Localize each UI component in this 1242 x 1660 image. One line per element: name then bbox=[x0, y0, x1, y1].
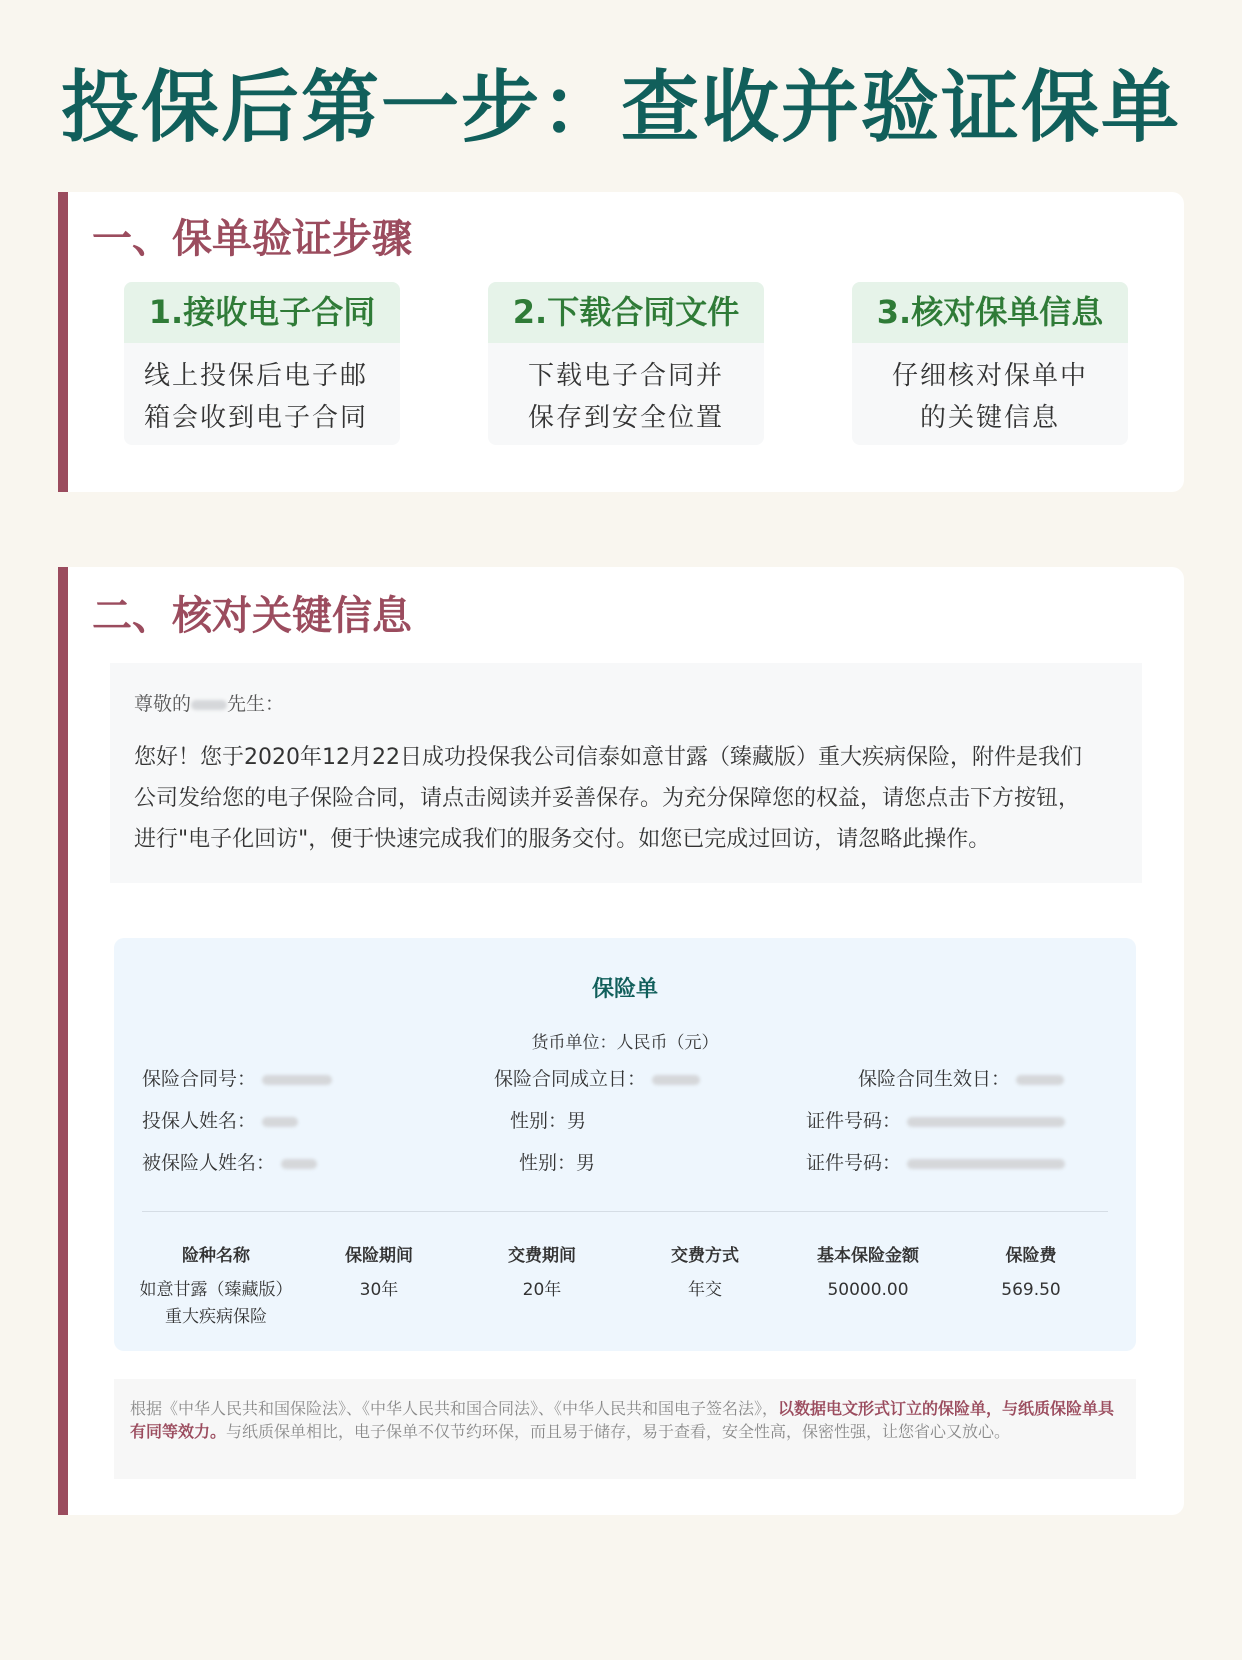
established-date-field bbox=[494, 1066, 700, 1092]
greeting-suffix: 先生： bbox=[227, 693, 285, 715]
step-line: 的关键信息 bbox=[919, 403, 1060, 433]
blurred-value bbox=[281, 1159, 317, 1169]
blurred-value bbox=[262, 1075, 332, 1085]
product-line: 重大疾病保险 bbox=[165, 1307, 267, 1327]
blurred-name bbox=[191, 700, 227, 710]
blurred-value bbox=[262, 1117, 298, 1127]
table-cell-pay-period: 20年 bbox=[522, 1280, 562, 1300]
field-label: 证件号码： bbox=[806, 1152, 902, 1174]
step-description bbox=[852, 343, 1128, 439]
letter-line: 您好！您于2020年12月22日成功投保我公司信泰如意甘露（臻藏版）重大疾病保险，附件是我们 bbox=[134, 745, 1082, 770]
field-label: 保险合同生效日： bbox=[858, 1068, 1011, 1090]
table-header: 交费方式 bbox=[671, 1246, 739, 1266]
insurance-policy bbox=[114, 938, 1136, 1351]
blurred-value bbox=[907, 1117, 1065, 1127]
step-check-policy bbox=[852, 282, 1128, 445]
letter-line: 公司发给您的电子保险合同，请点击阅读并妥善保存。为充分保障您的权益，请您点击下方按钮， bbox=[134, 786, 1081, 811]
table-header: 基本保险金额 bbox=[817, 1246, 919, 1266]
applicant-gender-field: 性别：男 bbox=[510, 1110, 587, 1132]
step-line: 线上投保后电子邮 bbox=[144, 361, 369, 391]
applicant-id-field bbox=[806, 1108, 1065, 1134]
blurred-value bbox=[652, 1075, 700, 1085]
letter-line: 进行"电子化回访"，便于快速完成我们的服务交付。如您已完成过回访，请忽略此操作。 bbox=[134, 827, 991, 852]
legal-note bbox=[114, 1379, 1136, 1479]
field-label: 被保险人姓名： bbox=[142, 1152, 276, 1174]
table-cell-premium: 569.50 bbox=[1001, 1280, 1061, 1300]
table-header: 保险费 bbox=[1005, 1246, 1057, 1266]
contract-number-field bbox=[142, 1066, 332, 1092]
table-cell-amount: 50000.00 bbox=[827, 1280, 909, 1300]
table-header: 交费期间 bbox=[508, 1246, 576, 1266]
step-download-contract bbox=[488, 282, 764, 445]
table-cell-pay-method: 年交 bbox=[688, 1280, 722, 1300]
step-receive-contract bbox=[124, 282, 400, 445]
step-line: 仔细核对保单中 bbox=[891, 361, 1088, 391]
field-label: 投保人姓名： bbox=[142, 1110, 257, 1132]
applicant-name-field bbox=[142, 1108, 298, 1134]
insured-name-field bbox=[142, 1150, 317, 1176]
table-header: 险种名称 bbox=[182, 1246, 250, 1266]
step-line: 下载电子合同并 bbox=[527, 361, 724, 391]
insured-id-field bbox=[806, 1150, 1065, 1176]
greeting-prefix: 尊敬的 bbox=[134, 693, 192, 715]
section-heading-key-info: 二、核对关键信息 bbox=[92, 593, 412, 639]
policy-title: 保险单 bbox=[591, 977, 658, 1002]
step-description bbox=[488, 343, 764, 439]
page-title: 投保后第一步：查收并验证保单 bbox=[60, 63, 1181, 153]
section-heading-steps: 一、保单验证步骤 bbox=[92, 216, 412, 262]
letter-body bbox=[134, 737, 1118, 860]
table-header: 保险期间 bbox=[345, 1246, 413, 1266]
step-line: 箱会收到电子合同 bbox=[144, 403, 369, 433]
currency-unit: 货币单位：人民币（元） bbox=[531, 1033, 719, 1053]
step-title: 1.接收电子合同 bbox=[124, 282, 400, 343]
note-text: 根据《中华人民共和国保险法》、《中华人民共和国合同法》、《中华人民共和国电子签名法》， bbox=[130, 1399, 779, 1418]
effective-date-field bbox=[858, 1066, 1064, 1092]
step-title: 2.下载合同文件 bbox=[488, 282, 764, 343]
step-description bbox=[124, 343, 400, 439]
note-text: 与纸质保单相比，电子保单不仅节约环保，而且易于储存，易于查看，安全性高，保密性强，让您省心又放心。 bbox=[226, 1422, 1011, 1441]
letter-greeting bbox=[134, 689, 1118, 719]
policy-divider bbox=[142, 1211, 1108, 1212]
step-title: 3.核对保单信息 bbox=[852, 282, 1128, 343]
table-cell-product bbox=[136, 1277, 296, 1331]
insured-gender-field: 性别：男 bbox=[519, 1152, 596, 1174]
field-label: 保险合同号： bbox=[142, 1068, 257, 1090]
table-cell-period: 30年 bbox=[359, 1280, 399, 1300]
product-line: 如意甘露（臻藏版） bbox=[139, 1280, 293, 1300]
email-letter bbox=[110, 663, 1142, 883]
key-info-card bbox=[58, 567, 1184, 1515]
step-line: 保存到安全位置 bbox=[527, 403, 724, 433]
verification-steps-card bbox=[58, 192, 1184, 492]
field-label: 证件号码： bbox=[806, 1110, 902, 1132]
field-label: 保险合同成立日： bbox=[494, 1068, 647, 1090]
blurred-value bbox=[1016, 1075, 1064, 1085]
blurred-value bbox=[907, 1159, 1065, 1169]
note-highlight: 以数据电文形式订立的保险单，与纸质保险单具有同等效力。 bbox=[130, 1399, 1115, 1441]
